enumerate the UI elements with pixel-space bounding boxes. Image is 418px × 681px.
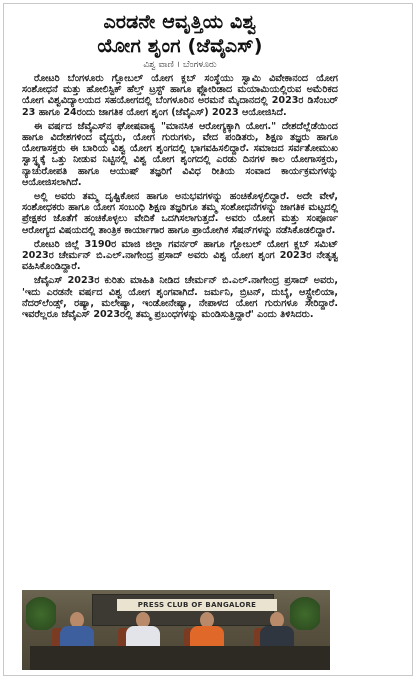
press-club-banner: PRESS CLUB OF BANGALORE: [117, 599, 277, 611]
dateline: ವಿಶ್ವ ವಾಣಿ । ಬೆಂಗಳೂರು: [143, 60, 217, 70]
paragraph-2: ಈ ವರ್ಷದ ಜೆವೈಎಸ್‌ನ ಘೋಷವಾಕ್ಯ "ಮಾನಸಿಕ ಆರೋಗ್ಯಕ್ಕಾಗಿ ಯೋಗ." ದೇಶದೆಲ್ಲೆಡೆಯಿಂದ ಹಾಗೂ ವಿದೇಶಗಳಿಂದ ವೈದ್ಯರು, ಯೋಗ ಗುರುಗಳು, ವೇದ ಪಂಡಿತರು, ಶಿಕ್ಷಣ ತಜ್ಞರು ಹಾಗೂ ಯೋಗಾಸಕ್ತರು ಈ ಬಾರಿಯ ವಿಶ್ವ ಯೋಗ ಶೃಂಗದಲ್ಲಿ ಭಾಗವಹಿಸಲಿದ್ದಾರೆ. ಸಮಾಜದ ಸರ್ವತೋಮುಖ ಸ್ವಾಸ್ಥ್ಯಕ್ಕೆ ಒತ್ತು ನೀಡುವ ನಿಟ್ಟಿನಲ್ಲಿ ವಿಶ್ವ ಯೋಗ ಶೃಂಗದಲ್ಲಿ ಎರಡು ದಿನಗಳ ಕಾಲ ಯೋಗಾಸಕ್ತರು, ನ್ಯಾಚುರೋಪತಿ ಹಾಗೂ ಆಯುಷ್ ತಜ್ಞರಿಗೆ ವಿವಿಧ ರೀತಿಯ ಸಂವಾದ ಕಾರ್ಯಕ್ರಮಗಳನ್ನು ಆಯೋಜಿಸಲಾಗಿದೆ.: [22, 120, 338, 188]
plant-right: [290, 590, 320, 630]
article-body: [22, 73, 338, 320]
paragraph-5: ಜೆವೈಎಸ್ 2023ರ ಕುರಿತು ಮಾಹಿತಿ ನೀಡಿದ ಚೇರ್ಮನ್ ಬಿ.ಎಲ್.ನಾಗೇಂದ್ರ ಪ್ರಸಾದ್ ಅವರು, 'ಇದು ಎರಡನೇ ವರ್ಷದ ವಿಶ್ವ ಯೋಗ ಶೃಂಗವಾಗಿದೆ. ಜರ್ಮನಿ, ಬ್ರಿಟನ್, ದುಬೈ, ಆಸ್ಟ್ರೇಲಿಯಾ, ನೆದರ್‌ಲೆಂಡ್ಸ್, ರಷ್ಯಾ, ಮಲೇಷ್ಯಾ, ಇಂಡೋನೇಷ್ಯಾ, ನೇಪಾಳದ ಯೋಗ ಗುರುಗಳೂ ಸೇರಿದ್ದಾರೆ. ಇವರೆಲ್ಲರೂ ಜೆವೈಎಸ್ 2023ರಲ್ಲಿ ತಮ್ಮ ಪ್ರಬಂಧಗಳನ್ನು ಮಂಡಿಸುತ್ತಿದ್ದಾರೆ' ಎಂದು ತಿಳಿಸಿದರು.: [22, 275, 338, 321]
plant-left: [26, 590, 56, 630]
press-table: [30, 646, 330, 670]
paragraph-1: ರೋಟರಿ ಬೆಂಗಳೂರು ಗ್ಲೋಬಲ್ ಯೋಗ ಕ್ಲಬ್ ಸಂಸ್ಥೆಯು ಸ್ವಾಮಿ ವಿವೇಕಾನಂದ ಯೋಗ ಸಂಶೋಧನೆ ಮತ್ತು ಹೋಲಿಸ್ಟಿಕ್ ಹೆಲ್ತ್ ಟ್ರಸ್ಟ್ ಹಾಗೂ ಫ್ಲೋರಿಡಾದ ಮಯಾಮಿಯಲ್ಲಿರುವ ಅಮೆರಿಕದ ಯೋಗ ವಿಶ್ವವಿದ್ಯಾಲಯದ ಸಹಯೋಗದಲ್ಲಿ ಬೆಂಗಳೂರಿನ ಅರಮನೆ ಮೈದಾನದಲ್ಲಿ 2023ರ ಡಿಸೆಂಬರ್ 23 ಹಾಗೂ 24ರಂದು ಜಾಗತಿಕ ಯೋಗ ಶೃಂಗ (ಜೆವೈಎಸ್) 2023 ಆಯೋಜಿಸಿದೆ.: [22, 73, 338, 118]
headline-line-1: ಎರಡನೇ ಆವೃತ್ತಿಯ ವಿಶ್ವ: [103, 11, 257, 33]
press-conference-photo: [22, 590, 330, 670]
paragraph-3: ಅಲ್ಲಿ ಅವರು ತಮ್ಮ ದೃಷ್ಟಿಕೋನ ಹಾಗೂ ಅನುಭವಗಳನ್ನು ಹಂಚಿಕೊಳ್ಳಲಿದ್ದಾರೆ. ಅದೇ ವೇಳೆ, ಸಂಶೋಧಕರು ಹಾಗೂ ಯೋಗ ಸಂಬಂಧಿ ಶಿಕ್ಷಣ ತಜ್ಞರಿಗೂ ತಮ್ಮ ಸಂಶೋಧನೆಗಳನ್ನು ಜಾಗತಿಕ ಮಟ್ಟದಲ್ಲಿ ಪ್ರೇಕ್ಷಕರ ಜೊತೆಗೆ ಹಂಚಿಕೊಳ್ಳಲು ವೇದಿಕೆ ಒದಗಿಸಲಾಗುತ್ತದೆ. ಅವರು ಯೋಗ ಮತ್ತು ಸಂಪೂರ್ಣ ಆರೋಗ್ಯದ ವಿಷಯದಲ್ಲಿ ತಾಂತ್ರಿಕ ಕಾರ್ಯಾಗಾರ ಹಾಗೂ ಪ್ರಾಯೋಗಿಕ ಸೆಷನ್‌ಗಳನ್ನು ನಡೆಸಿಕೊಡಲಿದ್ದಾರೆ.: [22, 191, 338, 236]
headline-line-2: ಯೋಗ ಶೃಂಗ (ಜೆವೈಎಸ್): [97, 35, 263, 57]
news-clipping: [22, 10, 338, 323]
paragraph-4: ರೋಟರಿ ಜಿಲ್ಲೆ 3190ರ ಮಾಜಿ ಜಿಲ್ಲಾ ಗವರ್ನರ್ ಹಾಗೂ ಗ್ಲೋಬಲ್ ಯೋಗ ಕ್ಲಬ್ ಸಮಿಟ್ 2023ರ ಚೇರ್ಮನ್ ಬಿ.ಎಲ್.ನಾಗೇಂದ್ರ ಪ್ರಸಾದ್ ಅವರು ವಿಶ್ವ ಯೋಗ ಶೃಂಗ 2023ರ ನೇತೃತ್ವ ವಹಿಸಿಕೊಂಡಿದ್ದಾರೆ.: [22, 238, 338, 273]
headline: [22, 10, 338, 58]
